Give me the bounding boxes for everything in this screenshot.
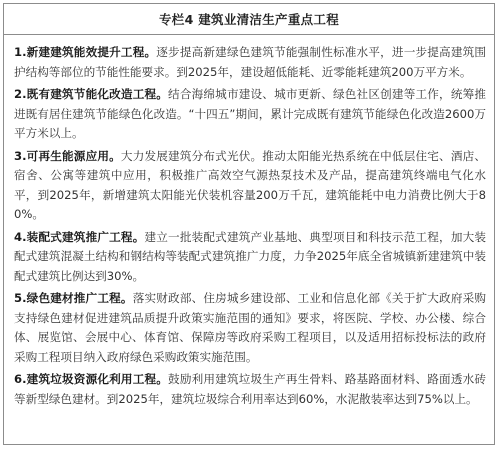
item-body: 落实财政部、住房城乡建设部、工业和信息化部《关于扩大政府采购支持绿色建材促进建筑品质提升政策实施范围的通知》要求，将医院、学校、办公楼、综合体、展览馆、会展中心、体育馆、保障房等政府采购工程项目，以及适用招标投标法的政府采购工程项目纳入政府绿色采购政策实施范围。: [14, 291, 486, 364]
list-item: [14, 289, 486, 367]
item-body: 鼓励利用建筑垃圾生产再生骨料、路基路面材料、路面透水砖等新型绿色建材。到2025年，建筑垃圾综合利用率达到60%，水泥散装率达到75%以上。: [14, 372, 486, 406]
item-heading: 1.新建建筑能效提升工程。: [14, 45, 157, 59]
column-content: [4, 35, 494, 409]
item-body: 逐步提高新建绿色建筑节能强制性标准水平，进一步提高建筑围护结构等部位的节能性能要求。到2025年，建设超低能耗、近零能耗建筑200万平方米。: [14, 45, 486, 79]
special-column-box: [3, 3, 495, 445]
list-item: [14, 228, 486, 287]
list-item: [14, 147, 486, 225]
list-item: [14, 370, 486, 409]
item-heading: 2.既有建筑节能化改造工程。: [14, 87, 169, 101]
item-body: 建立一批装配式建筑产业基地、典型项目和科技示范工程，加大装配式建筑混凝土结构和钢结构等装配式建筑推广力度，力争2025年底全省城镇新建建筑中装配式建筑比例达到30%。: [14, 229, 486, 283]
item-body: 结合海绵城市建设、城市更新、绿色社区创建等工作，统筹推进既有居住建筑节能绿色化改造。“十四五”期间，累计完成既有建筑节能绿色化改造2600万平方米以上。: [14, 87, 486, 140]
list-item: [14, 85, 486, 144]
item-heading: 6.建筑垃圾资源化利用工程。: [14, 372, 169, 386]
list-item: [14, 43, 486, 82]
item-heading: 3.可再生能源应用。: [14, 148, 121, 163]
column-title: 专栏4 建筑业清洁生产重点工程: [4, 4, 494, 35]
item-heading: 5.绿色建材推广工程。: [14, 291, 133, 305]
item-body: 大力发展建筑分布式光伏。推动太阳能光热系统在中低层住宅、酒店、宿舍、公寓等建筑中应用，积极推广高效空气源热泵技术及产品，提高建筑终端电气化水平，到2025年，新增建筑太阳能光伏装机容量200万千瓦，建筑能耗中电力消费比例大于80%。: [14, 148, 486, 221]
item-heading: 4.装配式建筑推广工程。: [14, 229, 145, 244]
